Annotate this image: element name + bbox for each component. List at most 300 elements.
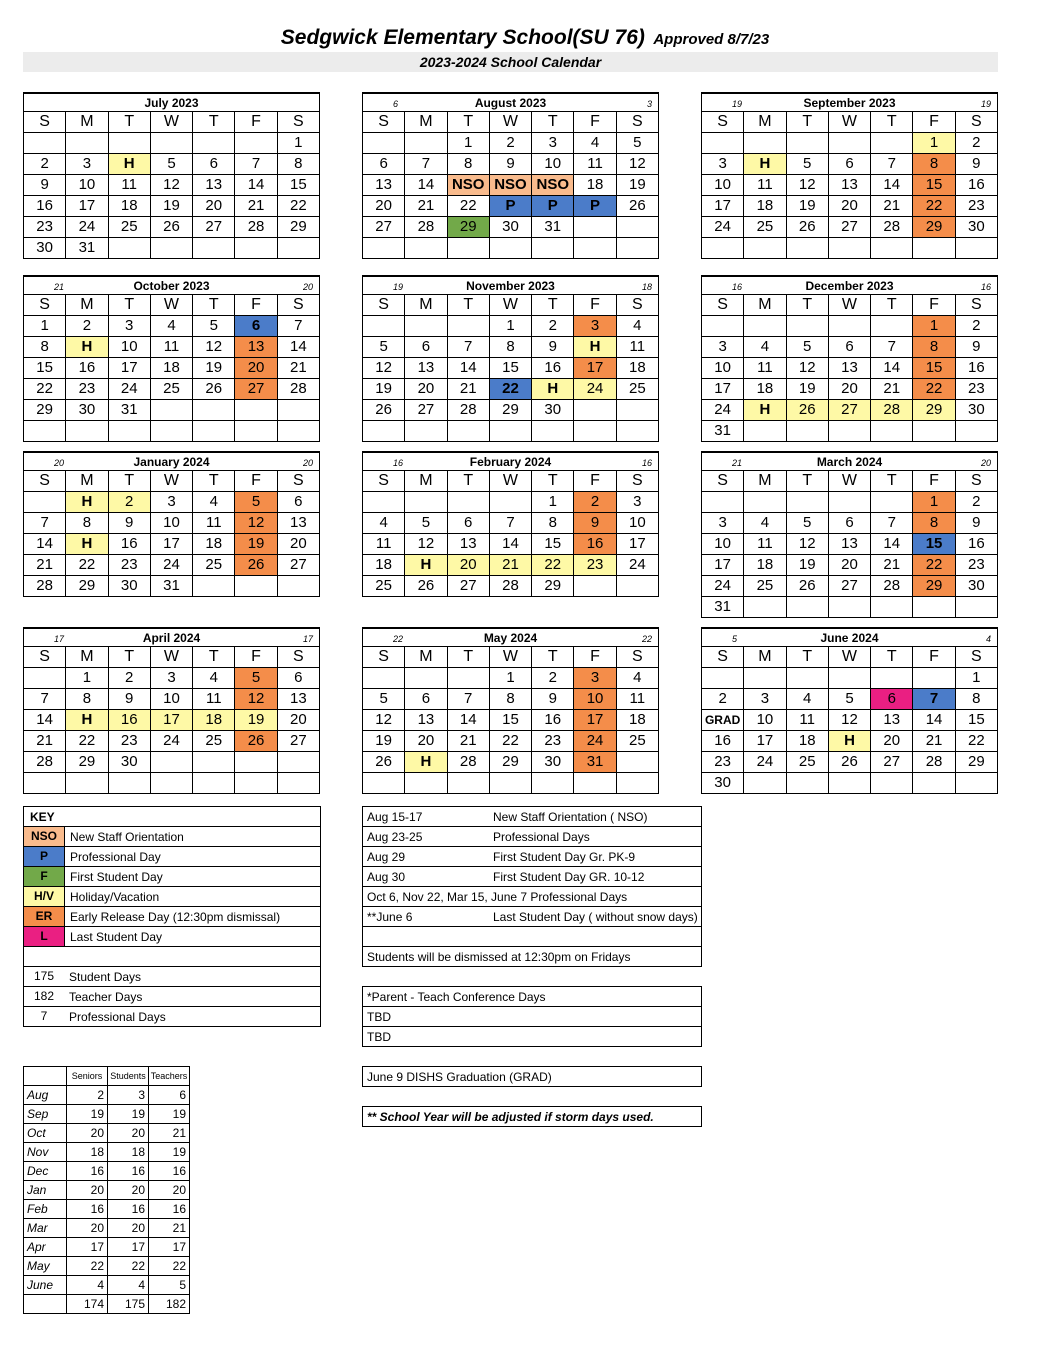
day-cell: 16 bbox=[531, 710, 573, 730]
day-cell: 10 bbox=[150, 689, 192, 709]
event-desc: Last Student Day ( without snow days) bbox=[493, 909, 698, 924]
day-cell: 13 bbox=[447, 534, 489, 554]
day-cell bbox=[743, 238, 785, 258]
weekday-label: T bbox=[786, 295, 828, 315]
day-cell: 22 bbox=[23, 379, 65, 399]
weekday-label: W bbox=[828, 295, 870, 315]
day-cell bbox=[234, 773, 276, 793]
week-row bbox=[701, 772, 997, 793]
day-cell: 20 bbox=[192, 196, 234, 216]
weekday-label: S bbox=[701, 112, 743, 132]
weekday-label: M bbox=[404, 471, 446, 491]
week-row bbox=[701, 667, 997, 688]
day-cell: 26 bbox=[234, 731, 276, 751]
week-row bbox=[23, 174, 319, 195]
week-row bbox=[362, 132, 658, 153]
day-cell: 27 bbox=[447, 576, 489, 596]
day-cell bbox=[573, 217, 615, 237]
day-cell: 23 bbox=[23, 217, 65, 237]
day-cell: 15 bbox=[531, 534, 573, 554]
day-cell: 30 bbox=[108, 576, 150, 596]
day-cell bbox=[108, 133, 150, 153]
day-cell: 28 bbox=[870, 400, 912, 420]
day-cell: 12 bbox=[404, 534, 446, 554]
counts-value: 22 bbox=[67, 1257, 108, 1276]
weekday-label: T bbox=[192, 112, 234, 132]
week-row bbox=[701, 336, 997, 357]
day-cell: H bbox=[828, 731, 870, 751]
total-row bbox=[24, 987, 320, 1007]
day-cell: 21 bbox=[404, 196, 446, 216]
key-code: NSO bbox=[24, 827, 65, 846]
day-cell bbox=[912, 773, 954, 793]
counts-value: 16 bbox=[67, 1162, 108, 1181]
day-cell: 10 bbox=[701, 534, 743, 554]
weekday-label: F bbox=[234, 647, 276, 667]
weekday-row bbox=[23, 294, 319, 315]
key-item bbox=[24, 907, 320, 927]
day-cell bbox=[701, 492, 743, 512]
week-row bbox=[23, 420, 319, 441]
day-cell: 18 bbox=[616, 358, 658, 378]
day-cell: 21 bbox=[489, 555, 531, 575]
day-cell: 10 bbox=[531, 154, 573, 174]
day-cell bbox=[955, 238, 997, 258]
month-8 bbox=[701, 451, 998, 618]
day-cell: 7 bbox=[277, 316, 319, 336]
counts-value: 20 bbox=[108, 1124, 149, 1143]
day-cell: 19 bbox=[234, 534, 276, 554]
day-cell: 8 bbox=[912, 337, 954, 357]
weekday-label: T bbox=[447, 112, 489, 132]
weekday-label: S bbox=[23, 295, 65, 315]
day-cell: 30 bbox=[531, 752, 573, 772]
day-cell: 5 bbox=[786, 337, 828, 357]
conference-date-1: TBD bbox=[363, 1007, 701, 1027]
week-row bbox=[23, 378, 319, 399]
day-cell: 12 bbox=[786, 358, 828, 378]
day-cell: 13 bbox=[362, 175, 404, 195]
month-header bbox=[362, 453, 658, 470]
month-11 bbox=[701, 627, 998, 794]
day-cell: 13 bbox=[277, 689, 319, 709]
month-days-left: 5 bbox=[732, 634, 738, 644]
week-row bbox=[362, 216, 658, 237]
weekday-label: T bbox=[870, 647, 912, 667]
day-cell bbox=[701, 133, 743, 153]
weekday-label: S bbox=[362, 295, 404, 315]
day-cell: 23 bbox=[65, 379, 107, 399]
day-cell: 7 bbox=[23, 513, 65, 533]
conference-title: *Parent - Teach Conference Days bbox=[363, 987, 701, 1007]
day-cell: 13 bbox=[234, 337, 276, 357]
day-cell: 13 bbox=[828, 534, 870, 554]
day-cell: 6 bbox=[404, 337, 446, 357]
day-cell: 24 bbox=[150, 555, 192, 575]
weekday-label: T bbox=[870, 295, 912, 315]
day-cell: 13 bbox=[404, 358, 446, 378]
day-cell bbox=[828, 133, 870, 153]
weekday-row bbox=[23, 646, 319, 667]
weekday-label: S bbox=[955, 471, 997, 491]
day-cell: 7 bbox=[23, 689, 65, 709]
day-cell: 9 bbox=[573, 513, 615, 533]
day-cell: 3 bbox=[108, 316, 150, 336]
day-cell: 6 bbox=[362, 154, 404, 174]
day-cell: 11 bbox=[743, 534, 785, 554]
day-cell: 17 bbox=[108, 358, 150, 378]
counts-value: 19 bbox=[149, 1105, 190, 1124]
day-cell: 10 bbox=[573, 689, 615, 709]
day-cell bbox=[616, 752, 658, 772]
day-cell bbox=[743, 597, 785, 617]
counts-row bbox=[24, 1143, 190, 1162]
day-cell: 19 bbox=[616, 175, 658, 195]
week-row bbox=[362, 667, 658, 688]
day-cell bbox=[447, 421, 489, 441]
day-cell: 16 bbox=[23, 196, 65, 216]
weekday-label: M bbox=[404, 647, 446, 667]
day-cell bbox=[404, 316, 446, 336]
event-row bbox=[363, 867, 701, 887]
month-name: May 2024 bbox=[483, 631, 538, 645]
day-cell bbox=[108, 421, 150, 441]
month-days-right: 16 bbox=[980, 282, 991, 292]
weekday-label: T bbox=[447, 647, 489, 667]
event-date: Aug 29 bbox=[367, 849, 406, 864]
counts-value: 16 bbox=[149, 1200, 190, 1219]
counts-month: Oct bbox=[24, 1124, 67, 1143]
day-cell: 20 bbox=[404, 379, 446, 399]
day-cell: 27 bbox=[192, 217, 234, 237]
day-cell: 2 bbox=[573, 492, 615, 512]
day-cell bbox=[150, 421, 192, 441]
storm-note: ** School Year will be adjusted if storm days used. bbox=[363, 1107, 701, 1127]
week-row bbox=[701, 195, 997, 216]
day-cell: 20 bbox=[404, 731, 446, 751]
day-cell: 30 bbox=[955, 217, 997, 237]
month-7 bbox=[362, 451, 659, 597]
week-row bbox=[701, 730, 997, 751]
weekday-label: T bbox=[531, 647, 573, 667]
counts-month: June bbox=[24, 1276, 67, 1295]
day-cell: 2 bbox=[108, 492, 150, 512]
weekday-row bbox=[701, 111, 997, 132]
day-cell bbox=[531, 421, 573, 441]
day-cell: 19 bbox=[786, 379, 828, 399]
day-cell: 16 bbox=[955, 534, 997, 554]
day-cell: 6 bbox=[828, 513, 870, 533]
weekday-label: S bbox=[277, 647, 319, 667]
counts-value: 18 bbox=[67, 1143, 108, 1162]
day-cell: 28 bbox=[404, 217, 446, 237]
day-cell: 17 bbox=[573, 710, 615, 730]
event-date: Aug 15-17 bbox=[367, 809, 423, 824]
day-cell: 3 bbox=[743, 689, 785, 709]
day-cell: 14 bbox=[234, 175, 276, 195]
day-cell bbox=[743, 668, 785, 688]
key-code: H/V bbox=[24, 887, 65, 906]
counts-value: 2 bbox=[67, 1086, 108, 1105]
day-cell: 3 bbox=[531, 133, 573, 153]
day-cell bbox=[786, 492, 828, 512]
day-counts-table bbox=[23, 1066, 190, 1314]
day-cell bbox=[23, 133, 65, 153]
day-cell: 26 bbox=[192, 379, 234, 399]
day-cell: 23 bbox=[955, 555, 997, 575]
day-cell: 16 bbox=[108, 710, 150, 730]
day-cell: 2 bbox=[531, 668, 573, 688]
day-cell: 23 bbox=[955, 379, 997, 399]
day-cell: 25 bbox=[786, 752, 828, 772]
week-row bbox=[362, 709, 658, 730]
day-cell: 28 bbox=[23, 752, 65, 772]
day-cell: 17 bbox=[150, 534, 192, 554]
day-cell: 28 bbox=[489, 576, 531, 596]
day-cell: 9 bbox=[955, 154, 997, 174]
day-cell: 1 bbox=[489, 668, 531, 688]
day-cell: 12 bbox=[616, 154, 658, 174]
week-row bbox=[701, 237, 997, 258]
week-row bbox=[23, 751, 319, 772]
day-cell: 20 bbox=[234, 358, 276, 378]
day-cell: 13 bbox=[277, 513, 319, 533]
day-cell: 6 bbox=[277, 492, 319, 512]
day-cell: 15 bbox=[23, 358, 65, 378]
day-cell: 29 bbox=[912, 400, 954, 420]
day-cell: 3 bbox=[701, 154, 743, 174]
month-name: June 2024 bbox=[820, 631, 879, 645]
day-cell: 20 bbox=[277, 710, 319, 730]
day-cell bbox=[277, 576, 319, 596]
day-cell: 22 bbox=[912, 555, 954, 575]
day-cell: 23 bbox=[108, 731, 150, 751]
day-cell bbox=[489, 773, 531, 793]
day-cell: 8 bbox=[447, 154, 489, 174]
month-days-right: 3 bbox=[646, 99, 652, 109]
month-header bbox=[701, 453, 997, 470]
weekday-label: S bbox=[616, 471, 658, 491]
counts-header: Seniors bbox=[67, 1067, 108, 1086]
day-cell: 9 bbox=[955, 513, 997, 533]
day-cell: 14 bbox=[277, 337, 319, 357]
weekday-label: S bbox=[955, 295, 997, 315]
day-cell: 3 bbox=[701, 513, 743, 533]
day-cell: 31 bbox=[108, 400, 150, 420]
week-row bbox=[701, 378, 997, 399]
counts-value: 20 bbox=[67, 1181, 108, 1200]
day-cell: 14 bbox=[404, 175, 446, 195]
month-header bbox=[23, 94, 319, 111]
day-cell bbox=[701, 238, 743, 258]
day-cell: 17 bbox=[65, 196, 107, 216]
weekday-label: S bbox=[277, 112, 319, 132]
day-cell: 28 bbox=[277, 379, 319, 399]
day-cell: 16 bbox=[573, 534, 615, 554]
weekday-label: W bbox=[150, 295, 192, 315]
day-cell: 13 bbox=[404, 710, 446, 730]
day-cell bbox=[192, 576, 234, 596]
day-cell bbox=[404, 133, 446, 153]
month-days-left: 22 bbox=[393, 634, 404, 644]
week-row bbox=[362, 153, 658, 174]
day-cell bbox=[743, 133, 785, 153]
day-cell: 21 bbox=[870, 379, 912, 399]
month-name: November 2023 bbox=[466, 279, 555, 293]
counts-value: 3 bbox=[108, 1086, 149, 1105]
day-cell bbox=[828, 492, 870, 512]
month-0 bbox=[23, 92, 320, 259]
day-cell bbox=[362, 773, 404, 793]
day-cell bbox=[277, 400, 319, 420]
week-row bbox=[362, 491, 658, 512]
day-cell: 1 bbox=[912, 492, 954, 512]
counts-value: 21 bbox=[149, 1124, 190, 1143]
day-cell: 21 bbox=[277, 358, 319, 378]
day-cell: 18 bbox=[616, 710, 658, 730]
day-cell: 23 bbox=[108, 555, 150, 575]
week-row bbox=[362, 533, 658, 554]
week-row bbox=[23, 315, 319, 336]
events-box bbox=[362, 806, 702, 967]
day-cell: 6 bbox=[277, 668, 319, 688]
weekday-row bbox=[362, 294, 658, 315]
weekday-label: W bbox=[489, 295, 531, 315]
day-cell: 31 bbox=[531, 217, 573, 237]
day-cell: H bbox=[573, 337, 615, 357]
day-cell bbox=[955, 597, 997, 617]
day-cell: 12 bbox=[828, 710, 870, 730]
day-cell: 10 bbox=[701, 175, 743, 195]
day-cell: 25 bbox=[362, 576, 404, 596]
week-row bbox=[701, 174, 997, 195]
key-code: P bbox=[24, 847, 65, 866]
counts-header bbox=[24, 1067, 67, 1086]
day-cell: 14 bbox=[447, 710, 489, 730]
weekday-label: S bbox=[23, 471, 65, 491]
counts-value: 21 bbox=[149, 1219, 190, 1238]
key-header bbox=[24, 807, 320, 827]
weekday-label: F bbox=[573, 295, 615, 315]
weekday-label: T bbox=[786, 112, 828, 132]
day-cell: 18 bbox=[743, 555, 785, 575]
day-cell: 12 bbox=[362, 710, 404, 730]
day-cell bbox=[108, 238, 150, 258]
day-cell: 13 bbox=[828, 358, 870, 378]
day-cell: 5 bbox=[192, 316, 234, 336]
counts-value: 16 bbox=[108, 1200, 149, 1219]
counts-value: 20 bbox=[108, 1181, 149, 1200]
week-row bbox=[701, 709, 997, 730]
day-cell: 21 bbox=[870, 555, 912, 575]
day-cell: 18 bbox=[192, 710, 234, 730]
week-row bbox=[23, 132, 319, 153]
weekday-label: W bbox=[150, 471, 192, 491]
month-header bbox=[701, 94, 997, 111]
week-row bbox=[701, 688, 997, 709]
day-cell: 1 bbox=[955, 668, 997, 688]
day-cell: 29 bbox=[489, 752, 531, 772]
day-cell: H bbox=[743, 154, 785, 174]
key-totals bbox=[24, 967, 320, 1027]
counts-value: 20 bbox=[108, 1219, 149, 1238]
weekday-label: W bbox=[489, 112, 531, 132]
week-row bbox=[23, 575, 319, 596]
counts-value: 22 bbox=[108, 1257, 149, 1276]
day-cell: 6 bbox=[870, 689, 912, 709]
counts-header-row bbox=[24, 1067, 190, 1086]
weekday-label: M bbox=[65, 647, 107, 667]
day-cell: 10 bbox=[108, 337, 150, 357]
day-cell: 17 bbox=[616, 534, 658, 554]
counts-row bbox=[24, 1257, 190, 1276]
day-cell: 18 bbox=[108, 196, 150, 216]
day-cell: 2 bbox=[108, 668, 150, 688]
month-name: February 2024 bbox=[469, 455, 552, 469]
day-cell: 4 bbox=[362, 513, 404, 533]
week-row bbox=[23, 772, 319, 793]
week-row bbox=[362, 512, 658, 533]
day-cell: 10 bbox=[616, 513, 658, 533]
day-cell: 2 bbox=[65, 316, 107, 336]
day-cell: 17 bbox=[701, 555, 743, 575]
day-cell: 18 bbox=[743, 379, 785, 399]
day-cell: 30 bbox=[701, 773, 743, 793]
event-row bbox=[363, 827, 701, 847]
week-row bbox=[701, 596, 997, 617]
day-cell: 5 bbox=[150, 154, 192, 174]
counts-month: Mar bbox=[24, 1219, 67, 1238]
day-cell: 1 bbox=[65, 668, 107, 688]
day-cell bbox=[192, 773, 234, 793]
day-cell: 21 bbox=[447, 731, 489, 751]
counts-row bbox=[24, 1219, 190, 1238]
day-cell: 15 bbox=[912, 534, 954, 554]
day-cell: 29 bbox=[447, 217, 489, 237]
day-cell: 15 bbox=[489, 358, 531, 378]
day-cell: 11 bbox=[616, 337, 658, 357]
weekday-label: S bbox=[362, 471, 404, 491]
day-cell: 31 bbox=[65, 238, 107, 258]
month-days-left: 21 bbox=[732, 458, 743, 468]
weekday-label: S bbox=[616, 112, 658, 132]
day-cell: 4 bbox=[573, 133, 615, 153]
day-cell bbox=[955, 773, 997, 793]
week-row bbox=[362, 688, 658, 709]
counts-value: 17 bbox=[67, 1238, 108, 1257]
day-cell: 19 bbox=[192, 358, 234, 378]
day-cell: 17 bbox=[573, 358, 615, 378]
weekday-label: W bbox=[828, 471, 870, 491]
day-cell: 11 bbox=[786, 710, 828, 730]
counts-value: 18 bbox=[108, 1143, 149, 1162]
day-cell: NSO bbox=[447, 175, 489, 195]
weekday-label: S bbox=[23, 647, 65, 667]
day-cell: 5 bbox=[828, 689, 870, 709]
day-cell: 31 bbox=[573, 752, 615, 772]
day-cell: 15 bbox=[912, 175, 954, 195]
day-cell: 20 bbox=[447, 555, 489, 575]
week-row bbox=[362, 575, 658, 596]
weekday-label: F bbox=[234, 295, 276, 315]
total-label: Student Days bbox=[69, 969, 142, 984]
day-cell: 21 bbox=[912, 731, 954, 751]
day-cell: 6 bbox=[828, 337, 870, 357]
day-cell: 11 bbox=[743, 175, 785, 195]
day-cell bbox=[870, 597, 912, 617]
day-cell: 29 bbox=[531, 576, 573, 596]
day-cell: 16 bbox=[531, 358, 573, 378]
